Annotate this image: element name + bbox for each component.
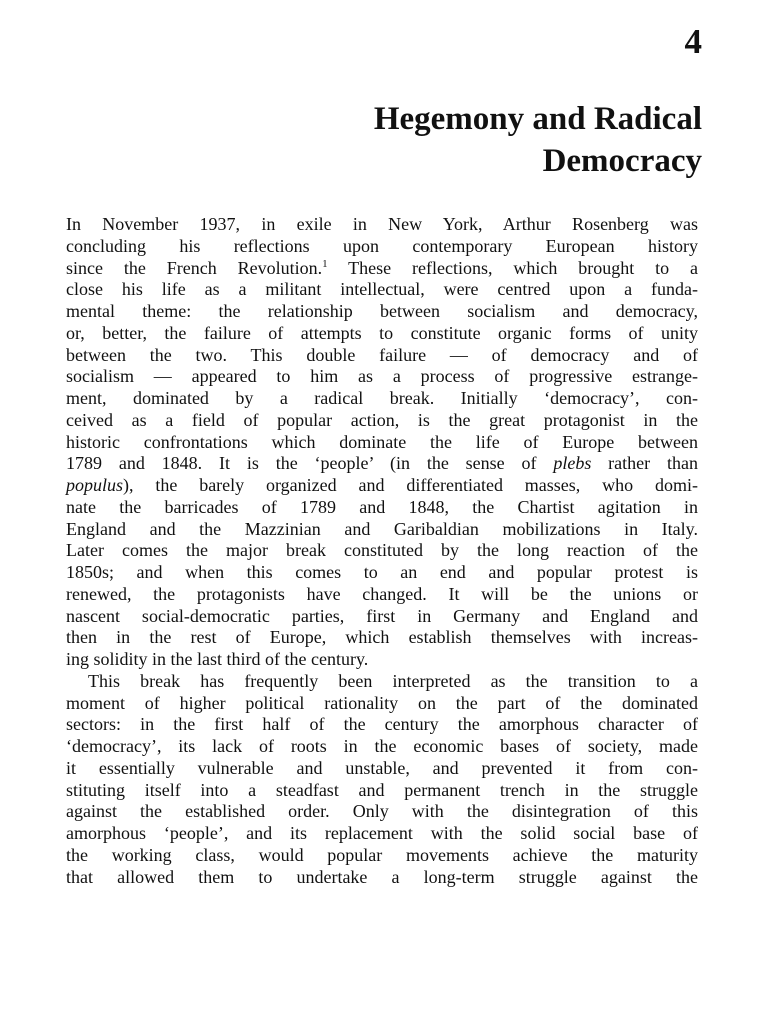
text-line: sectors: in the first half of the century the amorphous character of	[66, 714, 698, 735]
text-line: ceived as a field of popular action, is the great protagonist in the	[66, 409, 698, 430]
italic-term: plebs	[553, 453, 592, 474]
text-line: close his life as a militant intellectual, were centred upon a funda-	[66, 279, 698, 300]
text-line: stituting itself into a steadfast and permanent trench in the struggle	[66, 779, 698, 800]
text-line: or, better, the failure of attempts to constitute organic forms of unity	[66, 322, 698, 343]
text-line: 1850s; and when this comes to an end and popular protest is	[66, 562, 698, 582]
text-line: nascent social-democratic parties, first in Germany and England and	[66, 605, 698, 626]
text-line	[66, 453, 698, 475]
text-line: moment of higher political rationality on the part of the dominated	[66, 692, 698, 713]
text-line: that allowed them to undertake a long-term struggle against the	[66, 866, 698, 887]
text-line: renewed, the protagonists have changed. It will be the unions or	[66, 583, 698, 604]
text-line: This break has frequently been interpreted as the transition to a	[88, 670, 698, 691]
chapter-number: 4	[684, 22, 702, 61]
paragraph	[66, 671, 698, 889]
text-line: against the established order. Only with the disintegration of this	[66, 801, 698, 822]
text-line: mental theme: the relationship between socialism and democracy,	[66, 301, 698, 321]
text-line	[66, 258, 698, 280]
text-line: the working class, would popular movements achieve the maturity	[66, 844, 698, 865]
text-fragment: These reflections, which brought to a	[327, 257, 698, 278]
text-line: ment, dominated by a radical break. Initially ‘democracy’, con-	[66, 388, 698, 408]
text-line: ‘democracy’, its lack of roots in the economic bases of society, made	[66, 736, 698, 756]
text-fragment: since the French Revolution.	[66, 257, 323, 278]
text-line: historic confrontations which dominate the life of Europe between	[66, 431, 698, 452]
text-line: concluding his reflections upon contemporary European history	[66, 235, 698, 256]
text-line: between the two. This double failure — of democracy and of	[66, 344, 698, 365]
text-fragment: rather than	[591, 453, 698, 474]
text-line: ing solidity in the last third of the century.	[66, 649, 369, 669]
text-line	[66, 475, 698, 497]
chapter-title-line: Democracy	[542, 143, 702, 179]
text-fragment: ), the barely organized and differentiated masses, who domi-	[123, 475, 698, 495]
text-line: England and the Mazzinian and Garibaldian mobilizations in Italy.	[66, 518, 698, 539]
chapter-title-line: Hegemony and Radical	[373, 101, 702, 137]
text-line: nate the barricades of 1789 and 1848, the Chartist agitation in	[66, 496, 698, 517]
text-line: socialism — appeared to him as a process of progressive estrange-	[66, 366, 698, 387]
paragraph	[66, 214, 698, 671]
text-line: it essentially vulnerable and unstable, and prevented it from con-	[66, 757, 698, 778]
text-fragment: 1789 and 1848. It is the ‘people’ (in the sense of	[66, 453, 537, 474]
text-line: Later comes the major break constituted by the long reaction of the	[66, 540, 698, 561]
text-line: then in the rest of Europe, which establish themselves with increas-	[66, 627, 698, 648]
chapter-title	[102, 98, 702, 182]
italic-term: populus	[66, 475, 124, 495]
text-line: In November 1937, in exile in New York, Arthur Rosenberg was	[66, 214, 698, 234]
text-line: amorphous ‘people’, and its replacement with the solid social base of	[66, 823, 698, 843]
footnote-marker: 1	[322, 257, 328, 270]
body-text	[66, 214, 698, 888]
